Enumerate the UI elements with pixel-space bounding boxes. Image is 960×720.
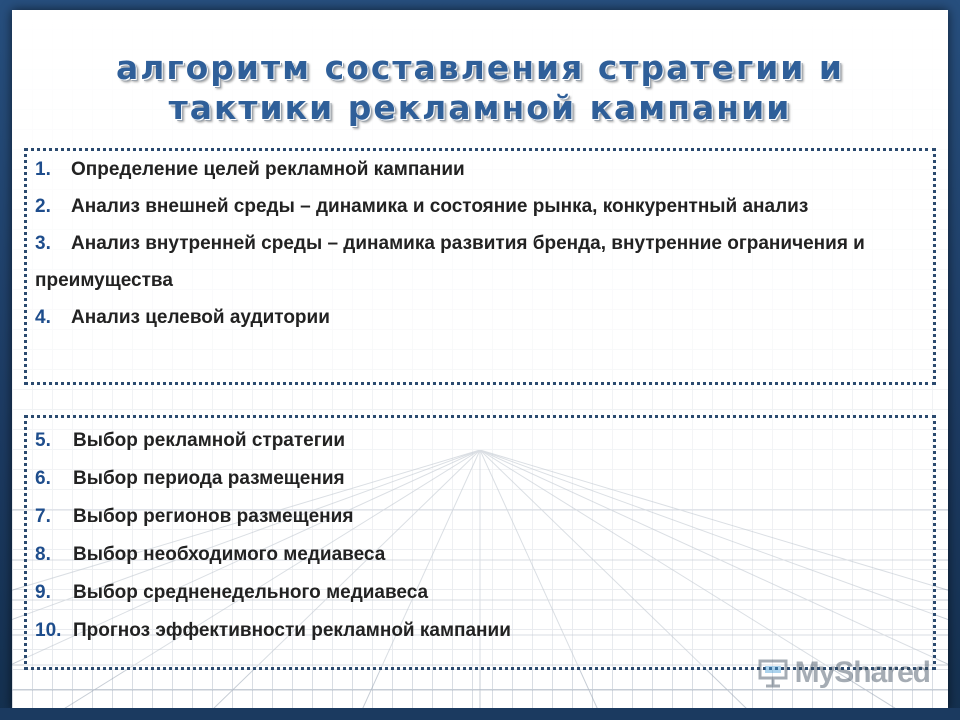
- strategy-steps-box: [24, 415, 936, 670]
- watermark-text: MyShared: [794, 656, 930, 689]
- list-item: [27, 460, 933, 498]
- item-number: 5.: [35, 430, 51, 451]
- item-text: Анализ внешней среды – динамика и состояние рынка, конкурентный анализ: [71, 196, 809, 217]
- item-number: 2.: [35, 196, 51, 217]
- item-text: Выбор рекламной стратегии: [73, 430, 346, 451]
- list-item: [27, 151, 933, 188]
- list-item: [27, 188, 933, 225]
- slide-title: алгоритм составления стратегии и тактики рекламной кампании: [115, 48, 845, 127]
- item-number: 7.: [35, 506, 51, 527]
- analysis-steps-list: [27, 151, 933, 336]
- item-text: Выбор необходимого медиавеса: [73, 544, 386, 565]
- list-item: [27, 536, 933, 574]
- item-number: 10.: [35, 620, 62, 641]
- list-item: [27, 574, 933, 612]
- item-number: 8.: [35, 544, 51, 565]
- item-text: Выбор регионов размещения: [73, 506, 354, 527]
- item-number: 1.: [35, 159, 51, 180]
- item-number: 3.: [35, 233, 51, 254]
- list-item: [27, 422, 933, 460]
- item-text: Прогноз эффективности рекламной кампании: [73, 620, 511, 641]
- item-text: Анализ целевой аудитории: [71, 307, 330, 328]
- item-text: Анализ внутренней среды – динамика развития бренда, внутренние ограничения и преимущества: [35, 233, 865, 291]
- list-item: [27, 612, 933, 650]
- item-text: Выбор средненедельного медиавеса: [73, 582, 429, 603]
- item-number: 9.: [35, 582, 51, 603]
- list-item: [27, 498, 933, 536]
- analysis-steps-box: [24, 148, 936, 385]
- item-text: Определение целей рекламной кампании: [71, 159, 465, 180]
- item-number: 4.: [35, 307, 51, 328]
- watermark-logo: [757, 656, 930, 690]
- list-item: [27, 299, 933, 336]
- item-text: Выбор периода размещения: [73, 468, 345, 489]
- presentation-board-icon: [757, 657, 789, 689]
- bottom-strip: [0, 708, 960, 720]
- item-number: 6.: [35, 468, 51, 489]
- strategy-steps-list: [27, 418, 933, 650]
- list-item: [27, 225, 933, 299]
